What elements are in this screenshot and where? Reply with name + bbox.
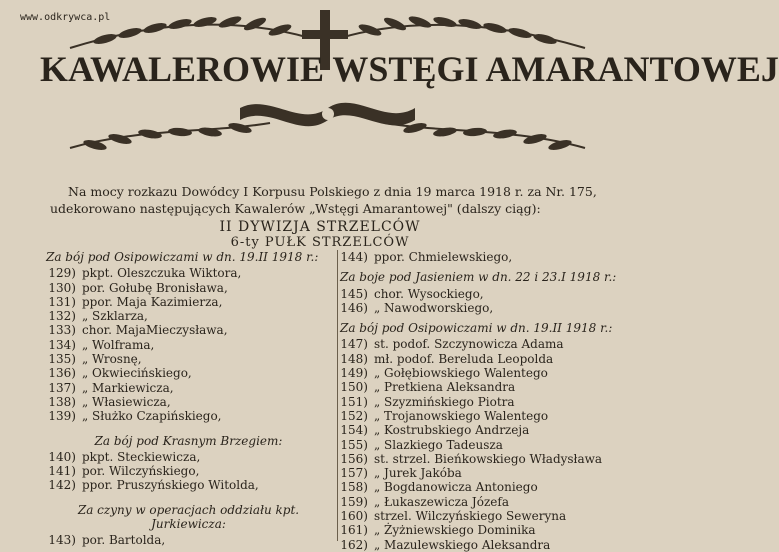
entry-number: 159) [340,494,368,509]
list-item [340,352,635,366]
list-item [340,395,635,409]
entry-number: 149) [340,366,368,381]
entry-text: „ Szklarza, [82,309,148,324]
list-item [46,309,331,323]
entry-text: por. Gołubę Bronisława, [82,280,228,295]
list-item [340,337,635,351]
entry-number: 143) [48,533,76,548]
entry-number: 144) [340,250,368,264]
list-item [46,533,331,547]
list-item [46,464,331,478]
entry-text: „ Pretkiena Aleksandra [374,380,516,395]
list-item [46,266,331,280]
watermark: www.odkrywca.pl [20,12,111,23]
entry-text: „ Kostrubskiego Andrzeja [374,423,530,438]
list-item [46,281,331,295]
entry-number: 134) [48,337,76,352]
entry-number: 136) [48,366,76,381]
entry-number: 141) [48,464,76,479]
list-item [340,366,635,380]
entry-text: „ Slazkiego Tadeusza [374,437,503,452]
entry-number: 133) [48,323,76,338]
entry-text: strzel. Wilczyńskiego Seweryna [374,509,567,524]
entry-text: „ Łukaszewicza Józefa [374,494,509,509]
entry-number: 157) [340,466,368,481]
entry-text: chor. MajaMieczysława, [82,323,228,338]
entry-number: 140) [48,449,76,464]
entry-text: por. Wilczyńskiego, [82,464,200,479]
entry-text: „ Bogdanowicza Antoniego [374,480,538,495]
entry-number: 132) [48,309,76,324]
intro-paragraph: Na mocy rozkazu Dowódcy I Korpusu Polskiego z dnia 19 marca 1918 r. za Nr. 175, udekorowano następujących Kawalerów „Wstęgi Amarantowej" (dalszy ciąg): [50,184,597,216]
entry-number: 162) [340,537,368,552]
entry-number: 155) [340,437,368,452]
entry-text: „ Markiewicza, [82,380,174,395]
list-item [340,380,635,394]
list-item [46,381,331,395]
entry-number: 135) [48,352,76,367]
list-item [340,538,635,552]
entry-text: „ Wrosnę, [82,352,142,367]
section-heading: Za bój pod Osipowiczami w dn. 19.II 1918 r.: [340,321,613,336]
entry-number: 158) [340,480,368,495]
section-heading: Za czyny w operacjach oddziału kpt. Jurkiewicza: [77,502,300,532]
entry-text: pkpt. Steckiewicza, [82,449,201,464]
list-item [340,452,635,466]
entry-text: „ Trojanowskiego Walentego [374,408,549,423]
entry-text: „ Okwiecińskiego, [82,366,192,381]
entry-number: 129) [48,266,76,281]
left-column [46,250,331,548]
entry-number: 139) [48,409,76,424]
right-column [340,250,635,552]
entry-text: st. strzel. Bieńkowskiego Władysława [374,451,603,466]
entry-number: 152) [340,408,368,423]
entry-text: „ Wolframa, [82,337,155,352]
section-heading: Za bój pod Krasnym Brzegiem: [94,433,283,448]
entry-number: 142) [48,478,76,493]
list-item [340,523,635,537]
list-item [46,409,331,423]
list-item [340,480,635,494]
page-title: KAWALEROWIE WSTĘGI AMARANTOWEJ [40,49,779,89]
entry-number: 130) [48,280,76,295]
entry-number: 145) [340,286,368,301]
column-divider [337,250,338,541]
entry-text: ppor. Chmielewskiego, [374,250,513,264]
entry-text: mł. podof. Bereluda Leopolda [374,351,554,366]
list-item [46,366,331,380]
entry-number: 154) [340,423,368,438]
entry-text: „ Gołębiowskiego Walentego [374,366,548,381]
list-item [340,250,635,264]
entry-number: 150) [340,380,368,395]
entry-number: 131) [48,294,76,309]
entry-number: 137) [48,380,76,395]
section-heading: Za bój pod Osipowiczami w dn. 19.II 1918 r.: [46,250,319,264]
entry-number: 147) [340,337,368,352]
division-heading: II DYWIZJA STRZELCÓW [219,219,421,235]
entry-text: „ Jurek Jakóba [374,466,462,481]
section-heading: Za boje pod Jasieniem w dn. 22 i 23.I 1918 r.: [340,270,617,285]
list-item [46,323,331,337]
entry-text: „ Służko Czapińskiego, [82,409,222,424]
list-item [46,478,331,492]
entry-text: „ Szyzmińskiego Piotra [374,394,515,409]
entry-text: ppor. Maja Kazimierza, [82,294,223,309]
entry-number: 156) [340,451,368,466]
entry-text: „ Nawodworskiego, [374,300,494,315]
entry-number: 146) [340,300,368,315]
entry-text: pkpt. Oleszczuka Wiktora, [82,266,242,281]
entry-text: chor. Wysockiego, [374,286,484,301]
list-item [46,450,331,464]
list-item [340,423,635,437]
entry-number: 151) [340,394,368,409]
entry-number: 138) [48,394,76,409]
list-item [340,409,635,423]
list-item [46,295,331,309]
entry-text: „ Własiewicza, [82,394,171,409]
entry-text: por. Bartolda, [82,533,166,548]
entry-number: 148) [340,351,368,366]
entry-text: „ Żyżniewskiego Dominika [374,523,536,538]
entry-number: 161) [340,523,368,538]
entry-number: 160) [340,509,368,524]
list-item [340,438,635,452]
list-item [46,338,331,352]
regiment-heading: 6-ty PUŁK STRZELCÓW [230,235,410,250]
list-item [340,301,635,315]
list-item [340,466,635,480]
list-item [340,287,635,301]
list-item [46,395,331,409]
list-item [46,352,331,366]
list-item [340,495,635,509]
entry-text: „ Mazulewskiego Aleksandra [374,537,551,552]
entry-text: ppor. Pruszyńskiego Witolda, [82,478,259,493]
list-item [340,509,635,523]
entry-text: st. podof. Szczynowicza Adama [374,337,564,352]
